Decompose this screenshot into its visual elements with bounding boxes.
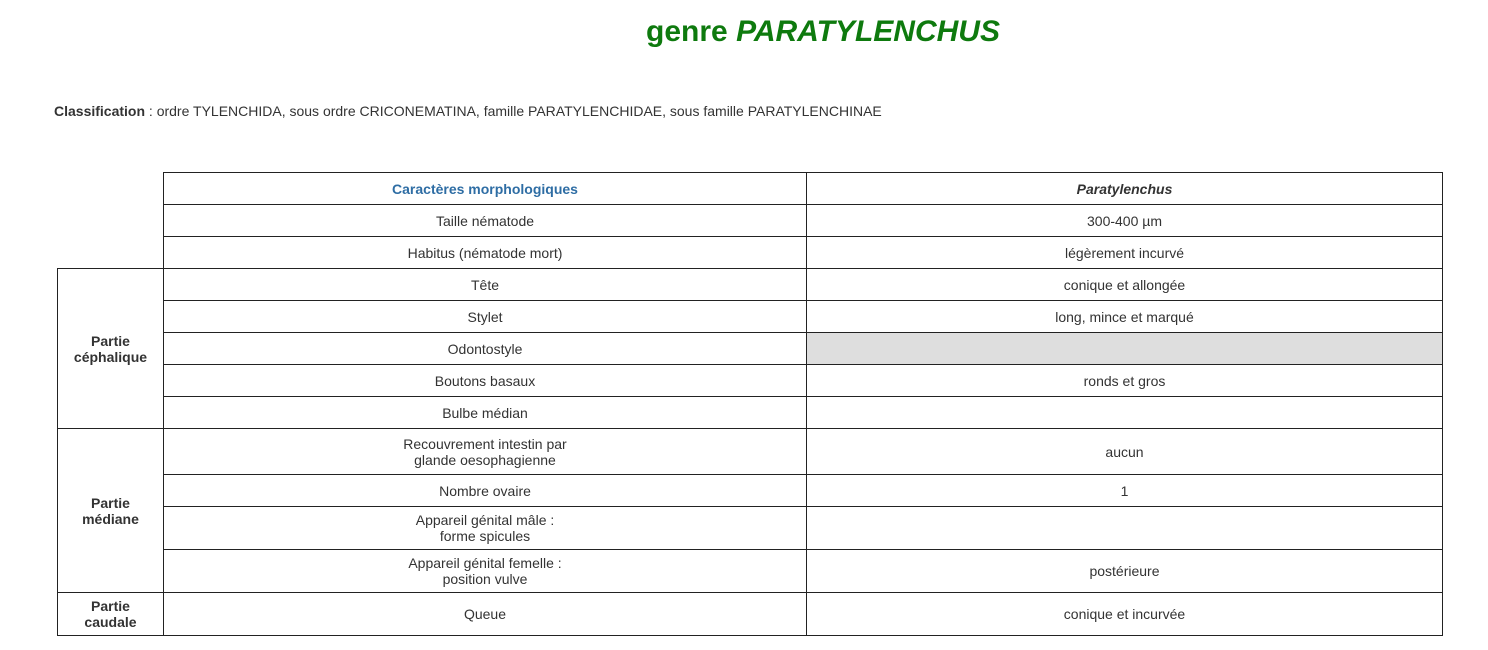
row-value: conique et incurvée	[807, 593, 1443, 636]
table-row	[58, 269, 1443, 301]
row-label: Boutons basaux	[164, 365, 807, 397]
title-prefix: genre	[646, 15, 728, 48]
row-label	[164, 550, 807, 593]
group-median-line2: médiane	[82, 510, 139, 527]
table-row	[58, 205, 1443, 237]
row-label-line2: forme spicules	[439, 528, 531, 544]
row-label-line2: glande oesophagienne	[414, 451, 556, 468]
group-cephalic-line1: Partie	[91, 332, 130, 349]
group-median	[58, 429, 164, 593]
table-row	[58, 593, 1443, 636]
row-label: Bulbe médian	[164, 397, 807, 429]
row-label-line2: position vulve	[442, 571, 528, 587]
page-title	[0, 12, 1488, 52]
title-genus: PARATYLENCHUS	[736, 15, 1000, 48]
row-value: légèrement incurvé	[807, 237, 1443, 269]
table-row	[58, 237, 1443, 269]
row-value: 1	[807, 475, 1443, 507]
table-row	[58, 365, 1443, 397]
empty-group-cell	[58, 237, 164, 269]
row-label	[164, 507, 807, 550]
row-value: ronds et gros	[807, 365, 1443, 397]
table-row	[58, 301, 1443, 333]
row-value: long, mince et marqué	[807, 301, 1443, 333]
row-label-line1: Appareil génital mâle :	[415, 512, 555, 528]
classification-label: Classification	[54, 103, 146, 119]
row-label: Habitus (nématode mort)	[164, 237, 807, 269]
row-label-line1: Recouvrement intestin par	[403, 435, 567, 452]
row-label: Tête	[164, 269, 807, 301]
row-value: conique et allongée	[807, 269, 1443, 301]
empty-corner-cell	[58, 173, 164, 205]
table-row	[58, 429, 1443, 475]
row-label	[164, 429, 807, 475]
row-label: Queue	[164, 593, 807, 636]
row-value	[807, 397, 1443, 429]
morphology-table	[57, 172, 1443, 636]
row-value: aucun	[807, 429, 1443, 475]
row-value: 300-400 µm	[807, 205, 1443, 237]
row-label: Odontostyle	[164, 333, 807, 365]
row-label: Taille nématode	[164, 205, 807, 237]
header-genus: Paratylenchus	[807, 173, 1443, 205]
row-value	[807, 507, 1443, 550]
classification-line	[54, 103, 882, 119]
row-label: Stylet	[164, 301, 807, 333]
empty-group-cell	[58, 205, 164, 237]
table-row	[58, 397, 1443, 429]
group-caudal: Partie caudale	[58, 593, 164, 636]
table-row	[58, 475, 1443, 507]
row-label-line1: Appareil génital femelle :	[408, 555, 562, 571]
table-row	[58, 550, 1443, 593]
group-cephalic-line2: céphalique	[73, 348, 148, 365]
header-characters: Caractères morphologiques	[164, 173, 807, 205]
group-cephalic	[58, 269, 164, 429]
row-value: postérieure	[807, 550, 1443, 593]
row-label: Nombre ovaire	[164, 475, 807, 507]
row-value-shaded	[807, 333, 1443, 365]
classification-text: : ordre TYLENCHIDA, sous ordre CRICONEMATINA, famille PARATYLENCHIDAE, sous famille PARATYLENCHINAE	[145, 103, 882, 119]
table-row	[58, 333, 1443, 365]
table-header-row	[58, 173, 1443, 205]
table-row	[58, 507, 1443, 550]
group-median-line1: Partie	[91, 494, 130, 511]
